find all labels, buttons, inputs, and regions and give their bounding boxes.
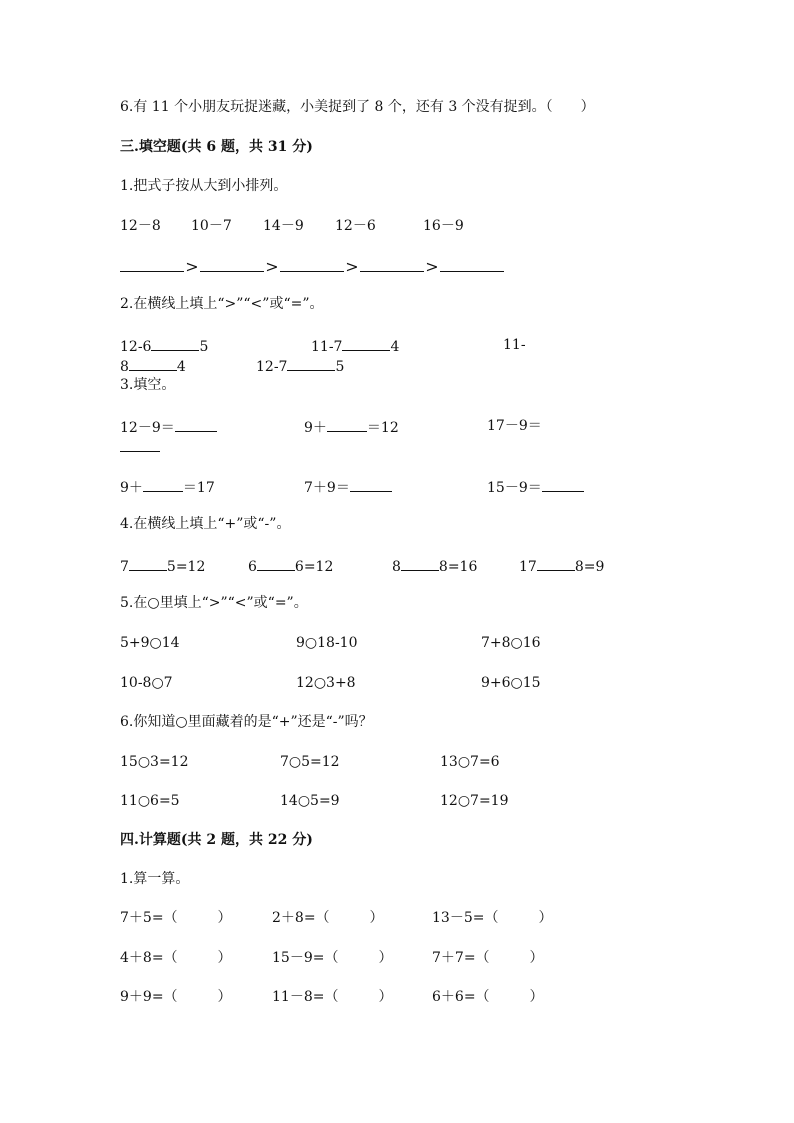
answer-blank[interactable] (440, 257, 504, 272)
section-4-title: 四.计算题(共 2 题，共 22 分) (120, 832, 313, 848)
fill-q6-item[interactable]: 7○5=12 (280, 754, 340, 770)
fill-q5-item[interactable]: 7+8○16 (481, 635, 541, 651)
fill-q3-item: 9＋ ＝12 (304, 417, 399, 437)
fill-q5-item[interactable]: 10-8○7 (120, 675, 173, 691)
answer-blank[interactable] (537, 556, 575, 571)
greater-than-sign: > (185, 257, 199, 276)
section-3-title: 三.填空题(共 6 题，共 31 分) (120, 139, 313, 155)
answer-blank[interactable] (129, 356, 177, 371)
judgement-question-6: 6.有 11 个小朋友玩捉迷藏，小美捉到了 8 个，还有 3 个没有捉到。（ ） (120, 99, 595, 115)
answer-blank[interactable] (257, 556, 295, 571)
fill-q3-item: 9＋ ＝17 (120, 477, 215, 497)
calc-item: 2＋8=（ ） (272, 910, 384, 926)
answer-blank[interactable] (129, 556, 167, 571)
greater-than-sign: > (265, 257, 279, 276)
answer-blank[interactable] (401, 556, 439, 571)
answer-blank[interactable] (120, 437, 160, 452)
answer-blank[interactable] (151, 336, 199, 351)
answer-blank[interactable] (143, 477, 183, 492)
answer-blank[interactable] (120, 257, 184, 272)
fill-q5-item[interactable]: 9○18-10 (296, 635, 358, 651)
fill-q4-item: 8 8=16 (392, 556, 477, 576)
calc-item: 7＋5=（ ） (120, 910, 232, 926)
fill-q5-item[interactable]: 12○3+8 (296, 675, 356, 691)
answer-blank[interactable] (327, 417, 367, 432)
answer-blank[interactable] (200, 257, 264, 272)
fill-q2-item: 8 4 (120, 356, 186, 376)
calc-item: 13－5=（ ） (432, 910, 553, 926)
fill-q3-item: 7＋9＝ (304, 477, 392, 497)
greater-than-sign: > (425, 257, 439, 276)
answer-blank[interactable] (287, 356, 335, 371)
fill-q4-prompt: 4.在横线上填上“+”或“-”。 (120, 516, 291, 532)
fill-q6-item[interactable]: 11○6=5 (120, 793, 180, 809)
answer-blank[interactable] (542, 477, 584, 492)
fill-q1-item: 10－7 (191, 218, 232, 234)
fill-q4-item: 6 6=12 (248, 556, 333, 576)
answer-blank[interactable] (350, 477, 392, 492)
fill-q5-item[interactable]: 9+6○15 (481, 675, 541, 691)
calc-item: 7＋7=（ ） (432, 950, 544, 966)
answer-blank[interactable] (175, 417, 217, 432)
calc-item: 15－9=（ ） (272, 950, 393, 966)
fill-q3-item: 17－9＝ (487, 418, 542, 434)
fill-q1-item: 12－8 (120, 218, 161, 234)
fill-q6-item[interactable]: 14○5=9 (280, 793, 340, 809)
fill-q2-item: 11- (503, 337, 526, 353)
fill-q1-item: 12－6 (335, 218, 376, 234)
fill-q1-item: 14－9 (263, 218, 304, 234)
calc-item: 4＋8=（ ） (120, 950, 232, 966)
fill-q3-item: 15－9＝ (487, 477, 584, 497)
fill-q2-item: 12-7 5 (256, 356, 344, 376)
fill-q6-item[interactable]: 13○7=6 (440, 754, 500, 770)
fill-q3-item: 12－9＝ (120, 417, 217, 437)
fill-q2-item: 11-7 4 (311, 336, 399, 356)
answer-blank[interactable] (342, 336, 390, 351)
fill-q1-prompt: 1.把式子按从大到小排列。 (120, 178, 288, 194)
fill-q5-prompt: 5.在○里填上“>”“<”或“=”。 (120, 595, 308, 611)
answer-blank[interactable] (360, 257, 424, 272)
calc-item: 6＋6=（ ） (432, 989, 544, 1005)
calc-q1-prompt: 1.算一算。 (120, 871, 190, 887)
fill-q3-item (120, 437, 160, 457)
ordering-chain (120, 257, 504, 275)
fill-q2-item: 12-6 5 (120, 336, 208, 356)
calc-item: 11－8=（ ） (272, 989, 393, 1005)
fill-q6-item[interactable]: 12○7=19 (440, 793, 509, 809)
fill-q1-item: 16－9 (423, 218, 464, 234)
fill-q4-item: 17 8=9 (519, 556, 604, 576)
fill-q4-item: 7 5=12 (120, 556, 205, 576)
fill-q3-prompt: 3.填空。 (120, 377, 176, 393)
fill-q6-item[interactable]: 15○3=12 (120, 754, 189, 770)
answer-blank[interactable] (280, 257, 344, 272)
fill-q5-item[interactable]: 5+9○14 (120, 635, 180, 651)
calc-item: 9＋9=（ ） (120, 989, 232, 1005)
fill-q6-prompt: 6.你知道○里面藏着的是“+”还是“-”吗？ (120, 714, 373, 730)
fill-q2-prompt: 2.在横线上填上“>”“<”或“=”。 (120, 296, 324, 312)
greater-than-sign: > (345, 257, 359, 276)
